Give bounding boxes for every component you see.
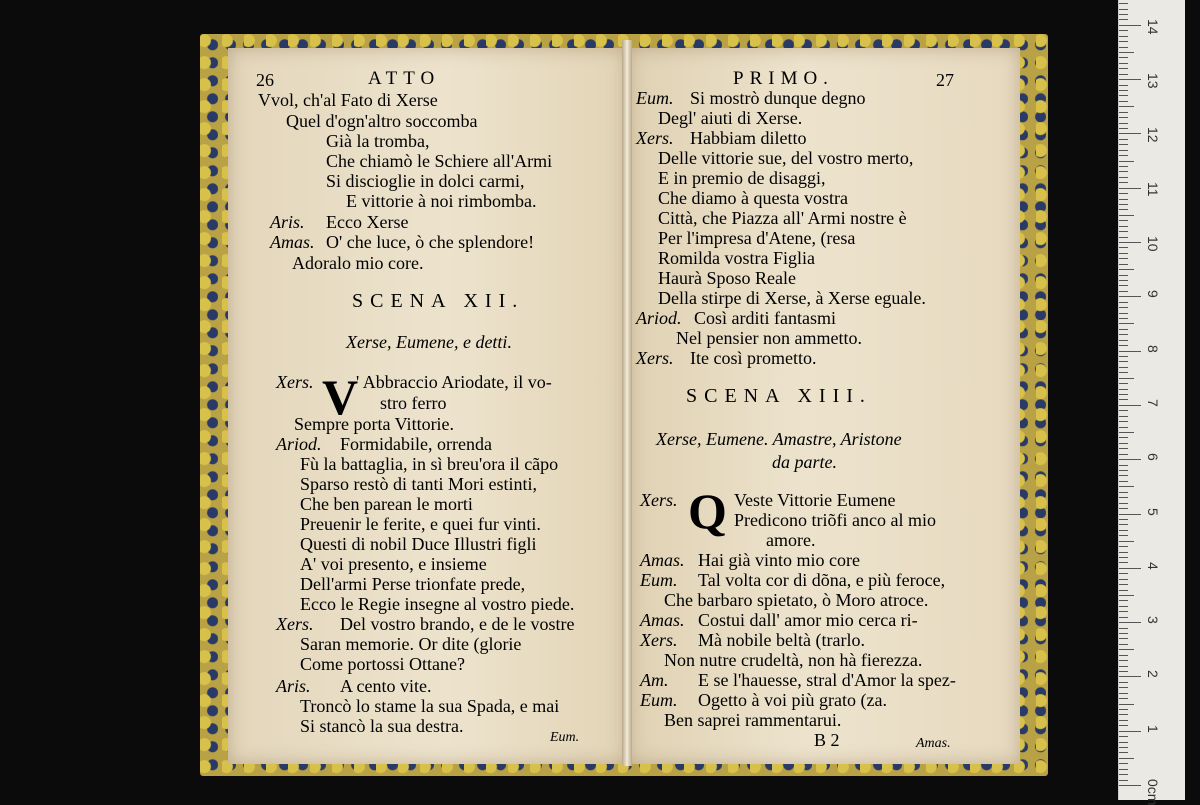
ruler-tick [1119, 166, 1128, 167]
ruler-label: 3 [1145, 616, 1161, 624]
text-line: Delle vittorie sue, del vostro merto, [658, 148, 914, 168]
ruler-tick [1119, 769, 1128, 770]
scene-cast-left: Xerse, Eumene, e detti. [346, 332, 512, 352]
ruler-tick [1119, 590, 1128, 591]
ruler-tick [1119, 209, 1128, 210]
ruler-tick [1119, 432, 1134, 433]
speaker-label: Aris. [270, 212, 305, 232]
speaker-label: Ariod. [636, 308, 682, 328]
speaker-label: Amas. [640, 610, 685, 630]
ruler-tick [1119, 546, 1128, 547]
ruler-tick [1119, 437, 1128, 438]
text-line: Preuenir le ferite, e quei fur vinti. [300, 514, 541, 534]
text-line: O' che luce, ò che splendore! [326, 232, 535, 252]
text-line: Si mostrò dunque degno [690, 88, 866, 108]
ruler-tick [1119, 275, 1128, 276]
ruler-tick [1119, 454, 1128, 455]
text-line: Dell'armi Perse trionfate prede, [300, 574, 526, 594]
ruler-tick [1119, 133, 1141, 134]
ruler-tick [1119, 725, 1128, 726]
ruler-tick [1119, 595, 1134, 596]
ruler-tick [1119, 269, 1134, 270]
ruler-tick [1119, 774, 1128, 775]
page-number-right: 27 [936, 70, 954, 90]
ruler-tick [1119, 573, 1128, 574]
ruler-tick [1119, 340, 1128, 341]
ruler-tick [1119, 378, 1134, 379]
ruler-tick [1119, 117, 1128, 118]
ruler-tick [1119, 514, 1141, 515]
text-line: Nel pensier non ammetto. [676, 328, 862, 348]
ruler-tick [1119, 399, 1128, 400]
ruler-tick [1119, 633, 1128, 634]
scene-heading-right: SCENA XIII. [686, 385, 872, 407]
ruler-label: 1 [1145, 724, 1161, 733]
ruler-tick [1119, 30, 1128, 31]
ruler-tick [1119, 215, 1134, 216]
ruler-tick [1119, 780, 1128, 781]
ruler-tick [1119, 687, 1128, 688]
ruler-label: 9 [1145, 290, 1161, 299]
ruler-tick [1119, 41, 1128, 42]
text-line: Si stancò la sua destra. [300, 716, 464, 736]
text-line: Come portossi Ottane? [300, 654, 465, 674]
ruler-tick [1119, 557, 1128, 558]
text-line: E in premio de disaggi, [658, 168, 826, 188]
ruler-tick [1119, 193, 1128, 194]
ruler-tick [1119, 731, 1141, 732]
ruler-tick [1119, 155, 1128, 156]
ruler-label: 7 [1145, 398, 1161, 407]
ruler-tick [1119, 313, 1128, 314]
ruler-tick [1119, 465, 1128, 466]
ruler-tick [1119, 497, 1128, 498]
ruler-tick [1119, 329, 1128, 330]
ruler-tick [1119, 552, 1128, 553]
ruler-tick [1119, 714, 1128, 715]
ruler-tick [1119, 285, 1128, 286]
ruler-tick [1119, 25, 1141, 26]
text-line: Quel d'ogn'altro soccomba [286, 111, 478, 131]
ruler-tick [1119, 492, 1128, 493]
ruler-tick [1119, 95, 1128, 96]
ruler-tick [1119, 481, 1128, 482]
ruler-tick [1119, 237, 1128, 238]
ruler-tick [1119, 361, 1128, 362]
ruler-label: 0cm [1145, 779, 1161, 805]
ruler-tick [1119, 242, 1141, 243]
ruler-tick [1119, 410, 1128, 411]
text-line: Del vostro brando, e de le vostre [340, 614, 575, 634]
ruler-tick [1119, 351, 1141, 352]
speaker-label: Eum. [640, 570, 678, 590]
ruler-tick [1119, 74, 1128, 75]
text-line: stro ferro [380, 393, 447, 413]
ruler-tick [1119, 188, 1141, 189]
text-line: Degl' aiuti di Xerse. [658, 108, 803, 128]
ruler-tick [1119, 568, 1141, 569]
ruler-tick [1119, 503, 1128, 504]
ruler-tick [1119, 63, 1128, 64]
text-line: Veste Vittorie Eumene [734, 490, 896, 510]
speaker-label: Amas. [640, 550, 685, 570]
ruler-tick [1119, 199, 1128, 200]
text-line: Haurà Sposo Reale [658, 268, 796, 288]
ruler-tick [1119, 416, 1128, 417]
text-line: Tal volta cor di dõna, e più feroce, [698, 570, 946, 590]
ruler-tick [1119, 676, 1141, 677]
ruler-tick [1119, 182, 1128, 183]
speaker-label: Aris. [276, 676, 311, 696]
ruler-label: 4 [1145, 561, 1161, 570]
ruler-tick [1119, 611, 1128, 612]
ruler-tick [1119, 318, 1128, 319]
speaker-label: Eum. [640, 690, 678, 710]
text-line: Fù la battaglia, in sì breu'ora il cãpo [300, 454, 559, 474]
ruler-tick [1119, 644, 1128, 645]
text-line: Della stirpe di Xerse, à Xerse eguale. [658, 288, 926, 308]
ruler-tick [1119, 584, 1128, 585]
ruler-tick [1119, 448, 1128, 449]
ruler-tick [1119, 296, 1141, 297]
ruler-tick [1119, 427, 1128, 428]
ruler-tick [1119, 323, 1134, 324]
speaker-label: Xers. [276, 614, 314, 634]
text-line: Così arditi fantasmi [694, 308, 836, 328]
ruler-tick [1119, 334, 1128, 335]
text-line: Ecco Xerse [326, 212, 409, 232]
ruler-tick [1119, 666, 1128, 667]
text-line: A' voi presento, e insieme [300, 554, 487, 574]
ruler-tick [1119, 47, 1128, 48]
ruler-tick [1119, 106, 1134, 107]
ruler-tick [1119, 752, 1128, 753]
text-line: Per l'impresa d'Atene, (resa [658, 228, 856, 248]
ruler-tick [1119, 367, 1128, 368]
text-line: Adoralo mio core. [292, 253, 424, 273]
text-line: Ite così prometto. [690, 348, 817, 368]
scene-cast-right-1: Xerse, Eumene. Amastre, Aristone [656, 429, 902, 449]
ruler-tick [1119, 161, 1134, 162]
ruler-tick [1119, 655, 1128, 656]
ruler-tick [1119, 139, 1128, 140]
ruler-tick [1119, 394, 1128, 395]
ruler-tick [1119, 220, 1128, 221]
ruler-label: 6 [1145, 453, 1161, 461]
ruler-label: 13 [1145, 73, 1161, 89]
ruler-tick [1119, 785, 1141, 786]
ruler-tick [1119, 112, 1128, 113]
ruler-tick [1119, 14, 1128, 15]
ruler-label: 11 [1145, 181, 1161, 197]
text-line: Habbiam diletto [690, 128, 807, 148]
ruler-tick [1119, 709, 1128, 710]
ruler-tick [1119, 19, 1128, 20]
speaker-label: Amas. [270, 232, 315, 252]
ruler-tick [1119, 758, 1134, 759]
ruler-tick [1119, 660, 1128, 661]
ruler-label: 8 [1145, 344, 1161, 353]
running-head-left: ATTO [368, 68, 441, 89]
speaker-label: Am. [640, 670, 669, 690]
ruler-tick [1119, 383, 1128, 384]
speaker-label: Xers. [640, 490, 678, 510]
ruler-tick [1119, 747, 1128, 748]
ruler-tick [1119, 617, 1128, 618]
text-line: Ecco le Regie insegne al vostro piede. [300, 594, 575, 614]
catchword-left: Eum. [550, 730, 580, 745]
ruler-tick [1119, 530, 1128, 531]
ruler-tick [1119, 247, 1128, 248]
speaker-label: Eum. [636, 88, 674, 108]
text-line: Ben saprei rammentarui. [664, 710, 842, 730]
drop-cap-right: Q [688, 483, 727, 539]
text-line: ' Abbraccio Ariodate, il vo- [356, 372, 552, 392]
ruler-tick [1119, 562, 1128, 563]
text-line: Sparso restò di tanti Mori estinti, [300, 474, 537, 494]
ruler-tick [1119, 486, 1134, 487]
ruler-tick [1119, 171, 1128, 172]
text-line: Non nutre crudeltà, non hà fierezza. [664, 650, 923, 670]
ruler-tick [1119, 742, 1128, 743]
speaker-label: Xers. [640, 630, 678, 650]
catchword-right: Amas. [916, 736, 951, 751]
ruler-tick [1119, 264, 1128, 265]
ruler-tick [1119, 704, 1134, 705]
ruler-tick [1119, 693, 1128, 694]
speaker-label: Xers. [636, 348, 674, 368]
ruler-tick [1119, 85, 1128, 86]
ruler-label: 12 [1145, 127, 1161, 143]
text-line: Ogetto à voi più grato (za. [698, 690, 887, 710]
ruler-label: 14 [1145, 18, 1161, 35]
ruler-tick [1119, 622, 1141, 623]
ruler-tick [1119, 720, 1128, 721]
ruler-tick [1119, 671, 1128, 672]
ruler-tick [1119, 628, 1128, 629]
text-line: Che chiamò le Schiere all'Armi [326, 151, 553, 171]
signature-mark: B 2 [814, 730, 840, 750]
ruler-tick [1119, 3, 1128, 4]
ruler-tick [1119, 291, 1128, 292]
measurement-ruler [1118, 0, 1185, 805]
ruler-tick [1119, 372, 1128, 373]
ruler-tick [1119, 150, 1128, 151]
book-gutter [622, 40, 632, 766]
page-number-left: 26 [256, 70, 274, 90]
text-line: Saran memorie. Or dite (glorie [300, 634, 522, 654]
text-line: amore. [766, 530, 816, 550]
text-line: Troncò lo stame la sua Spada, e mai [300, 696, 560, 716]
ruler-tick [1119, 345, 1128, 346]
ruler-tick [1119, 638, 1128, 639]
ruler-tick [1119, 535, 1128, 536]
ruler-tick [1119, 356, 1128, 357]
ruler-tick [1119, 177, 1128, 178]
ruler-tick [1119, 459, 1141, 460]
text-line: A cento vite. [340, 676, 432, 696]
ruler-tick [1119, 231, 1128, 232]
ruler-tick [1119, 475, 1128, 476]
text-line: Hai già vinto mio core [698, 550, 860, 570]
ruler-tick [1119, 763, 1128, 764]
ruler-tick [1119, 68, 1128, 69]
ruler-label: 10 [1145, 236, 1161, 252]
ruler-tick [1119, 508, 1128, 509]
text-line: Mà nobile beltà (trarlo. [698, 630, 865, 650]
text-line: Sempre porta Vittorie. [294, 414, 455, 434]
text-line: Costui dall' amor mio cerca ri- [698, 610, 918, 630]
text-line: E se l'hauesse, stral d'Amor la spez- [698, 670, 956, 690]
ruler-tick [1119, 280, 1128, 281]
speaker-label: Xers. [276, 372, 314, 392]
ruler-tick [1119, 443, 1128, 444]
text-line: Già la tromba, [326, 131, 430, 151]
ruler-tick [1119, 606, 1128, 607]
ruler-tick [1119, 123, 1128, 124]
ruler-tick [1119, 682, 1128, 683]
ruler-tick [1119, 57, 1128, 58]
text-line: Vvol, ch'al Fato di Xerse [258, 90, 438, 110]
text-line: Predicono triõfi anco al mio [734, 510, 936, 530]
ruler-tick [1119, 405, 1141, 406]
ruler-tick [1119, 90, 1128, 91]
ruler-label: 2 [1145, 670, 1161, 679]
text-line: Che diamo à questa vostra [658, 188, 848, 208]
ruler-tick [1119, 79, 1141, 80]
ruler-tick [1119, 302, 1128, 303]
ruler-tick [1119, 600, 1128, 601]
ruler-tick [1119, 144, 1128, 145]
ruler-tick [1119, 253, 1128, 254]
ruler-tick [1119, 421, 1128, 422]
ruler-tick [1119, 226, 1128, 227]
ruler-tick [1119, 524, 1128, 525]
scene-heading-left: SCENA XII. [352, 290, 525, 312]
ruler-tick [1119, 258, 1128, 259]
text-line: Si discioglie in dolci carmi, [326, 171, 525, 191]
text-line: Formidabile, orrenda [340, 434, 492, 454]
text-line: E vittorie à noi rimbomba. [346, 191, 537, 211]
ruler-tick [1119, 519, 1128, 520]
ruler-label: 5 [1145, 507, 1161, 516]
ruler-tick [1119, 307, 1128, 308]
ruler-tick [1119, 52, 1134, 53]
ruler-tick [1119, 541, 1134, 542]
text-line: Città, che Piazza all' Armi nostre è [658, 208, 907, 228]
ruler-tick [1119, 736, 1128, 737]
ruler-tick [1119, 204, 1128, 205]
ruler-tick [1119, 36, 1128, 37]
text-line: Che barbaro spietato, ò Moro atroce. [664, 590, 929, 610]
drop-cap-left: V [322, 369, 359, 425]
ruler-tick [1119, 698, 1128, 699]
text-line: Questi di nobil Duce Illustri figli [300, 534, 537, 554]
speaker-label: Ariod. [276, 434, 322, 454]
text-line: Che ben parean le morti [300, 494, 473, 514]
ruler-tick [1119, 389, 1128, 390]
speaker-label: Xers. [636, 128, 674, 148]
text-line: Romilda vostra Figlia [658, 248, 815, 268]
ruler-tick [1119, 128, 1128, 129]
running-head-right: PRIMO. [733, 68, 834, 89]
ruler-tick [1119, 9, 1128, 10]
ruler-tick [1119, 649, 1134, 650]
ruler-tick [1119, 470, 1128, 471]
ruler-tick [1119, 101, 1128, 102]
ruler-tick [1119, 579, 1128, 580]
scene-cast-right-2: da parte. [772, 452, 837, 472]
